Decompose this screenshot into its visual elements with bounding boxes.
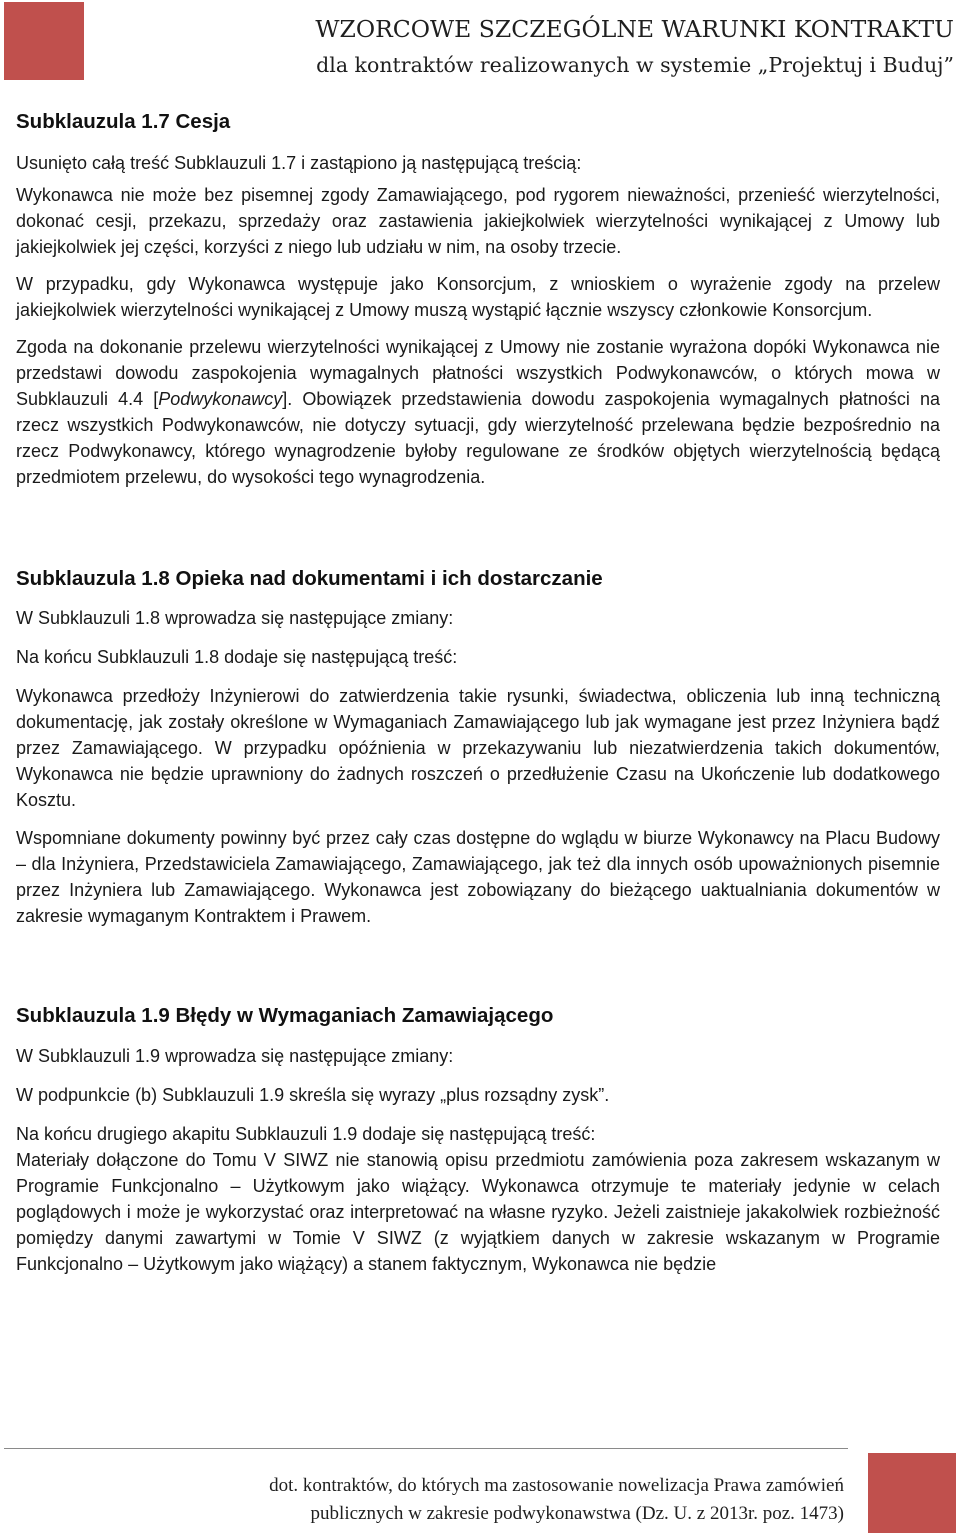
document-title: WZORCOWE SZCZEGÓLNE WARUNKI KONTRAKTU	[315, 15, 954, 43]
section-intro: W Subklauzuli 1.9 wprowadza się następujące zmiany:	[16, 1046, 454, 1066]
section-intro: W podpunkcie (b) Subklauzuli 1.9 skreśla się wyrazy „plus rozsądny zysk”.	[16, 1085, 610, 1105]
section-intro: Na końcu Subklauzuli 1.8 dodaje się następującą treść:	[16, 647, 458, 667]
paragraph: Wspomniane dokumenty powinny być przez cały czas dostępne do wglądu w biurze Wykonawcy na Placu Budowy – dla Inżyniera, Przedstawiciela Zamawiającego, Zamawiającego, jak też dla innych osób upoważnionych pisemnie przez Inżyniera lub Zamawiającego. Wykonawca jest zobowiązany do bieżącego uaktualniania dokumentów w zakresie wymaganym Kontraktem i Prawem.	[16, 828, 940, 926]
section-heading: Subklauzula 1.9 Błędy w Wymaganiach Zamawiającego	[16, 1004, 554, 1027]
section-intro: Usunięto całą treść Subklauzuli 1.7 i zastąpiono ją następującą treścią:	[16, 153, 582, 173]
footer-note-line-1: dot. kontraktów, do których ma zastosowanie nowelizacja Prawa zamówień	[269, 1475, 844, 1496]
document-body	[16, 109, 940, 1277]
footer-divider	[4, 1448, 848, 1449]
document-subtitle: dla kontraktów realizowanych w systemie „Projektuj i Buduj”	[316, 53, 954, 77]
section-heading: Subklauzula 1.7 Cesja	[16, 110, 231, 133]
section-1-7	[16, 109, 940, 490]
section-intro: Na końcu drugiego akapitu Subklauzuli 1.9 dodaje się następującą treść:	[16, 1124, 596, 1144]
paragraph: Wykonawca przedłoży Inżynierowi do zatwierdzenia takie rysunki, świadectwa, obliczenia lub inną techniczną dokumentację, jak zostały określone w Wymaganiach Zamawiającego lub jak wymagane jest przez Inżyniera bądź przez Zamawiającego. W przypadku opóźnienia w przekazywaniu lub niezatwierdzenia takich dokumentów, Wykonawca nie będzie uprawniony do żadnych roszczeń o przedłużenie Czasu na Ukończenie lub dodatkowego Kosztu.	[16, 686, 940, 810]
paragraph: Wykonawca nie może bez pisemnej zgody Zamawiającego, pod rygorem nieważności, przenieść wierzytelności, dokonać cesji, przekazu, sprzedaży oraz zastawienia jakiejkolwiek wierzytelności wynikającej z Umowy lub jakiejkolwiek jej części, korzyści z niego lub udziału w nim, na osoby trzecie.	[16, 185, 940, 257]
footer-note-line-2: publicznych w zakresie podwykonawstwa (Dz. U. z 2013r. poz. 1473)	[310, 1503, 844, 1524]
header-accent-block	[4, 2, 84, 80]
italic-reference: Podwykonawcy	[158, 389, 283, 409]
footer-accent-block	[868, 1453, 956, 1533]
section-1-9	[16, 1003, 940, 1277]
paragraph: Materiały dołączone do Tomu V SIWZ nie stanowią opisu przedmiotu zamówienia poza zakresem wskazanym w Programie Funkcjonalno – Użytkowym jako wiążący. Wykonawca otrzymuje te materiały jedynie w celach poglądowych i może je wykorzystać oraz interpretować na własne ryzyko. Jeżeli zaistnieje jakakolwiek rozbieżność pomiędzy danymi zawartymi w Tomie V SIWZ (z wyjątkiem danych w zakresie wskazanym w Programie Funkcjonalno – Użytkowym jako wiążący) a stanem faktycznym, Wykonawca nie będzie	[16, 1150, 940, 1274]
section-intro: W Subklauzuli 1.8 wprowadza się następujące zmiany:	[16, 608, 454, 628]
paragraph: W przypadku, gdy Wykonawca występuje jako Konsorcjum, z wnioskiem o wyrażenie zgody na przelew jakiejkolwiek wierzytelności wynikającej z Umowy muszą wystąpić łącznie wszyscy członkowie Konsorcjum.	[16, 274, 940, 320]
section-heading: Subklauzula 1.8 Opieka nad dokumentami i ich dostarczanie	[16, 567, 603, 590]
paragraph: Zgoda na dokonanie przelewu wierzytelności wynikającej z Umowy nie zostanie wyrażona dopóki Wykonawca nie przedstawi dowodu zaspokojenia wymagalnych płatności wszystkich Podwykonawców, o których mowa w Subklauzuli 4.4 [Podwykonawcy]. Obowiązek przedstawienia dowodu zaspokojenia wymagalnych płatności na rzecz wszystkich Podwykonawców, nie dotyczy sytuacji, gdy wierzytelność przelewana będzie bezpośrednio na rzecz Podwykonawcy, którego wynagrodzenie byłoby regulowane ze środków objętych wierzytelnością będącą przedmiotem przelewu, do wysokości tego wynagrodzenia.	[16, 337, 940, 487]
section-1-8	[16, 566, 940, 929]
